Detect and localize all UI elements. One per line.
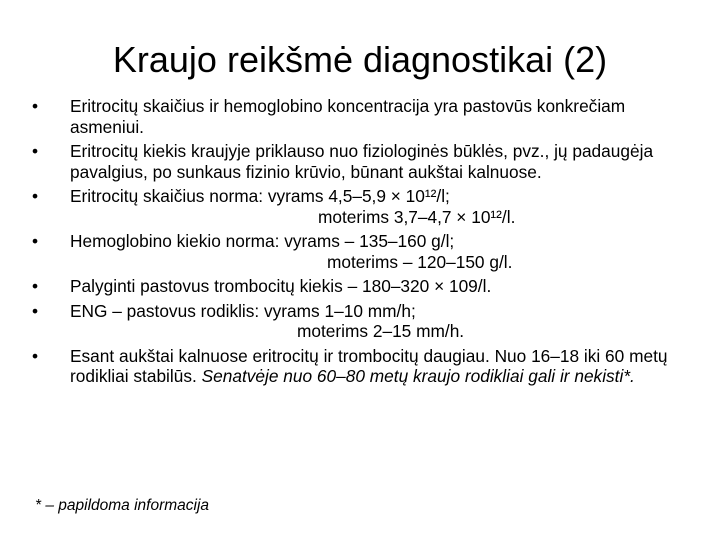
bullet-marker: • [32, 186, 39, 206]
bullet-text: Eritrocitų skaičius ir hemoglobino koncentracija yra pastovūs konkrečiam asmeniui. [70, 96, 626, 137]
bullet-text: Esant aukštai kalnuose eritrocitų ir trombocitų daugiau. Nuo 16–18 iki 60 metų rodikliai stabilūs. [70, 345, 668, 386]
bullet-marker: • [32, 231, 39, 251]
bullet-continuation: moterims 3,7–4,7 × 10¹²/l. [318, 206, 516, 227]
list-item [32, 276, 692, 297]
bullet-marker: • [32, 345, 39, 366]
bullet-text: ENG – pastovus rodiklis: vyrams 1–10 mm/h; [70, 300, 416, 321]
bullet-list [32, 96, 692, 391]
bullet-text: Eritrocitų skaičius norma: vyrams 4,5–5,9 × 10¹²/l; [70, 186, 450, 206]
bullet-text: Palyginti pastovus trombocitų kiekis – 180–320 × 109/l. [70, 276, 492, 296]
slide-title: Kraujo reikšmė diagnostikai (2) [112, 39, 608, 80]
bullet-marker: • [32, 141, 39, 161]
bullet-marker: • [32, 300, 39, 321]
bullet-continuation: moterims – 120–150 g/l. [327, 251, 513, 272]
list-item [32, 186, 692, 227]
list-item [32, 96, 692, 137]
bullet-marker: • [32, 276, 39, 296]
bullet-continuation: moterims 2–15 mm/h. [297, 321, 465, 341]
footnote: * – papildoma informacija [35, 497, 210, 514]
list-item [32, 346, 692, 387]
list-item [32, 141, 692, 182]
list-item [32, 301, 692, 342]
bullet-text: Eritrocitų kiekis kraujyje priklauso nuo fiziologinės būklės, pvz., jų padaugėja pavalgius, po sunkaus fizinio krūvio, būnant aukštai kalnuose. [70, 141, 654, 182]
bullet-text: Hemoglobino kiekio norma: vyrams – 135–160 g/l; [70, 231, 455, 251]
bullet-marker: • [32, 96, 39, 116]
bullet-italic-text: Senatvėje nuo 60–80 metų kraujo rodikliai gali ir nekisti*. [201, 366, 635, 386]
list-item [32, 231, 692, 272]
